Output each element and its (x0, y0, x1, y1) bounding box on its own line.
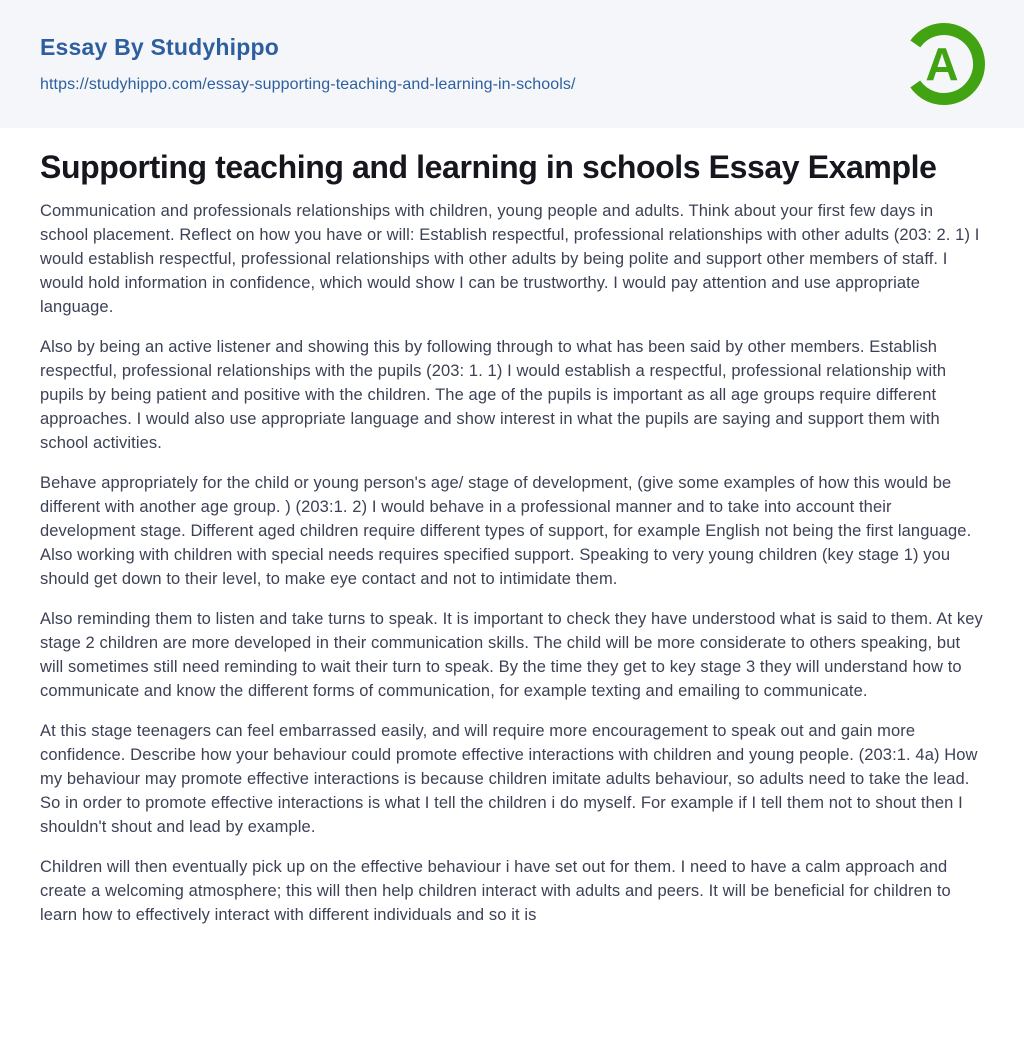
article-title: Supporting teaching and learning in schools Essay Example (40, 149, 937, 185)
essay-paragraph-5: At this stage teenagers can feel embarrassed easily, and will require more encouragement to speak out and gain more confidence. Describe how your behaviour could promote effective interactions with children and young people. (203:1. 4a) How my behaviour may promote effective interactions is because children imitate adults behaviour, so adults need to take the lead. So in order to promote effective interactions is what I tell the children i do myself. For example if I tell them not to shout then I shouldn't shout and lead by example. (40, 722, 978, 836)
header (0, 0, 1024, 128)
source-url-link[interactable]: https://studyhippo.com/essay-supporting-teaching-and-learning-in-schools/ (40, 76, 576, 93)
essay-content (0, 128, 1024, 927)
essay-paragraph-2: Also by being an active listener and showing this by following through to what has been said by other members. Establish respectful, professional relationships with the pupils (203: 1. 1) I would establish a respectful, professional relationship with pupils by being patient and positive with the children. The age of the pupils is important as all age groups require different approaches. I would also use appropriate language and show interest in what the pupils are saying and support them with school activities. (40, 338, 947, 452)
essay-paragraph-4: Also reminding them to listen and take turns to speak. It is important to check they have understood what is said to them. At key stage 2 children are more developed in their communication skills. The child will be more considerate to others speaking, but will sometimes still need reminding to wait their turn to speak. By the time they get to key stage 3 they will understand how to communicate and know the different forms of communication, for example texting and emailing to communicate. (40, 610, 983, 700)
logo-letter: A (925, 38, 959, 90)
header-text-block (40, 34, 576, 94)
essay-paragraph-6: Children will then eventually pick up on the effective behaviour i have set out for them. I need to have a calm approach and create a welcoming atmosphere; this will then help children interact with adults and peers. It will be beneficial for children to learn how to effectively interact with different individuals and so it is (40, 858, 951, 924)
essay-paragraph-3: Behave appropriately for the child or young person's age/ stage of development, (give some examples of how this would be different with another age group. ) (203:1. 2) I would behave in a professional manner and to take into account their development stage. Different aged children require different types of support, for example English not being the first language. Also working with children with special needs requires specified support. Speaking to very young children (key stage 1) you should get down to their level, to make eye contact and not to intimidate them. (40, 474, 972, 588)
studyhippo-logo (902, 20, 986, 108)
essay-paragraph-1: Communication and professionals relationships with children, young people and adults. Think about your first few days in school placement. Reflect on how you have or will: Establish respectful, professional relationships with other adults (203: 2. 1) I would establish respectful, professional relationships with other adults by being polite and support other members of staff. I would hold information in confidence, which would show I can be trustworthy. I would pay attention and use appropriate language. (40, 202, 980, 316)
brand-title: Essay By Studyhippo (40, 34, 279, 60)
